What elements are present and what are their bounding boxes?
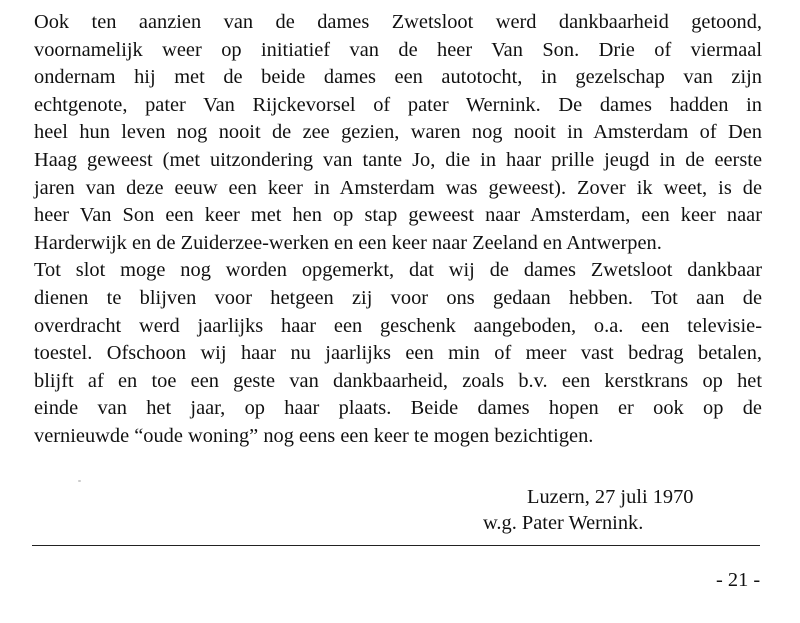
paragraph-2: [34, 257, 762, 450]
text-line: heel hun leven nog nooit de zee gezien, waren nog nooit in Amsterdam of Den: [34, 121, 762, 144]
text-line: dienen te blijven voor hetgeen zij voor ons gedaan hebben. Tot aan de: [34, 286, 762, 309]
paragraph-1: [34, 9, 762, 257]
text-line: Haag geweest (met uitzondering van tante Jo, die in haar prille jeugd in de eerste: [34, 148, 762, 171]
text-line: vernieuwde “oude woning” nog eens een keer te mogen bezichtigen.: [34, 424, 594, 447]
footer-divider: [32, 545, 760, 546]
text-line: Tot slot moge nog worden opgemerkt, dat wij de dames Zwetsloot dankbaar: [34, 259, 762, 282]
text-line: einde van het jaar, op haar plaats. Beide dames hopen er ook op de: [34, 397, 762, 420]
text-line: Harderwijk en de Zuiderzee-werken en een keer naar Zeeland en Antwerpen.: [34, 231, 662, 254]
page-number: - 21 -: [716, 569, 761, 591]
text-line: ondernam hij met de beide dames een autotocht, in gezelschap van zijn: [34, 66, 762, 89]
body-text: [34, 9, 762, 451]
text-line: heer Van Son een keer met hen op stap geweest naar Amsterdam, een keer naar: [34, 204, 762, 227]
text-line: Ook ten aanzien van de dames Zwetsloot werd dankbaarheid getoond,: [34, 11, 762, 33]
text-line: jaren van deze eeuw een keer in Amsterdam was geweest). Zover ik weet, is de: [34, 176, 762, 199]
text-line: overdracht werd jaarlijks haar een geschenk aangeboden, o.a. een televisie-: [34, 314, 762, 337]
text-line: blijft af en toe een geste van dankbaarheid, zoals b.v. een kerstkrans op het: [34, 369, 762, 392]
text-line: echtgenote, pater Van Rijckevorsel of pater Wernink. De dames hadden in: [34, 93, 762, 116]
signature-place-date: Luzern, 27 juli 1970: [527, 486, 694, 508]
text-line: toestel. Ofschoon wij haar nu jaarlijks een min of meer vast bedrag betalen,: [34, 342, 762, 365]
signature-block: [483, 484, 694, 536]
signature-name: w.g. Pater Wernink.: [483, 512, 644, 534]
text-line: voornamelijk weer op initiatief van de heer Van Son. Drie of viermaal: [34, 38, 762, 61]
scan-speck: [78, 480, 81, 482]
